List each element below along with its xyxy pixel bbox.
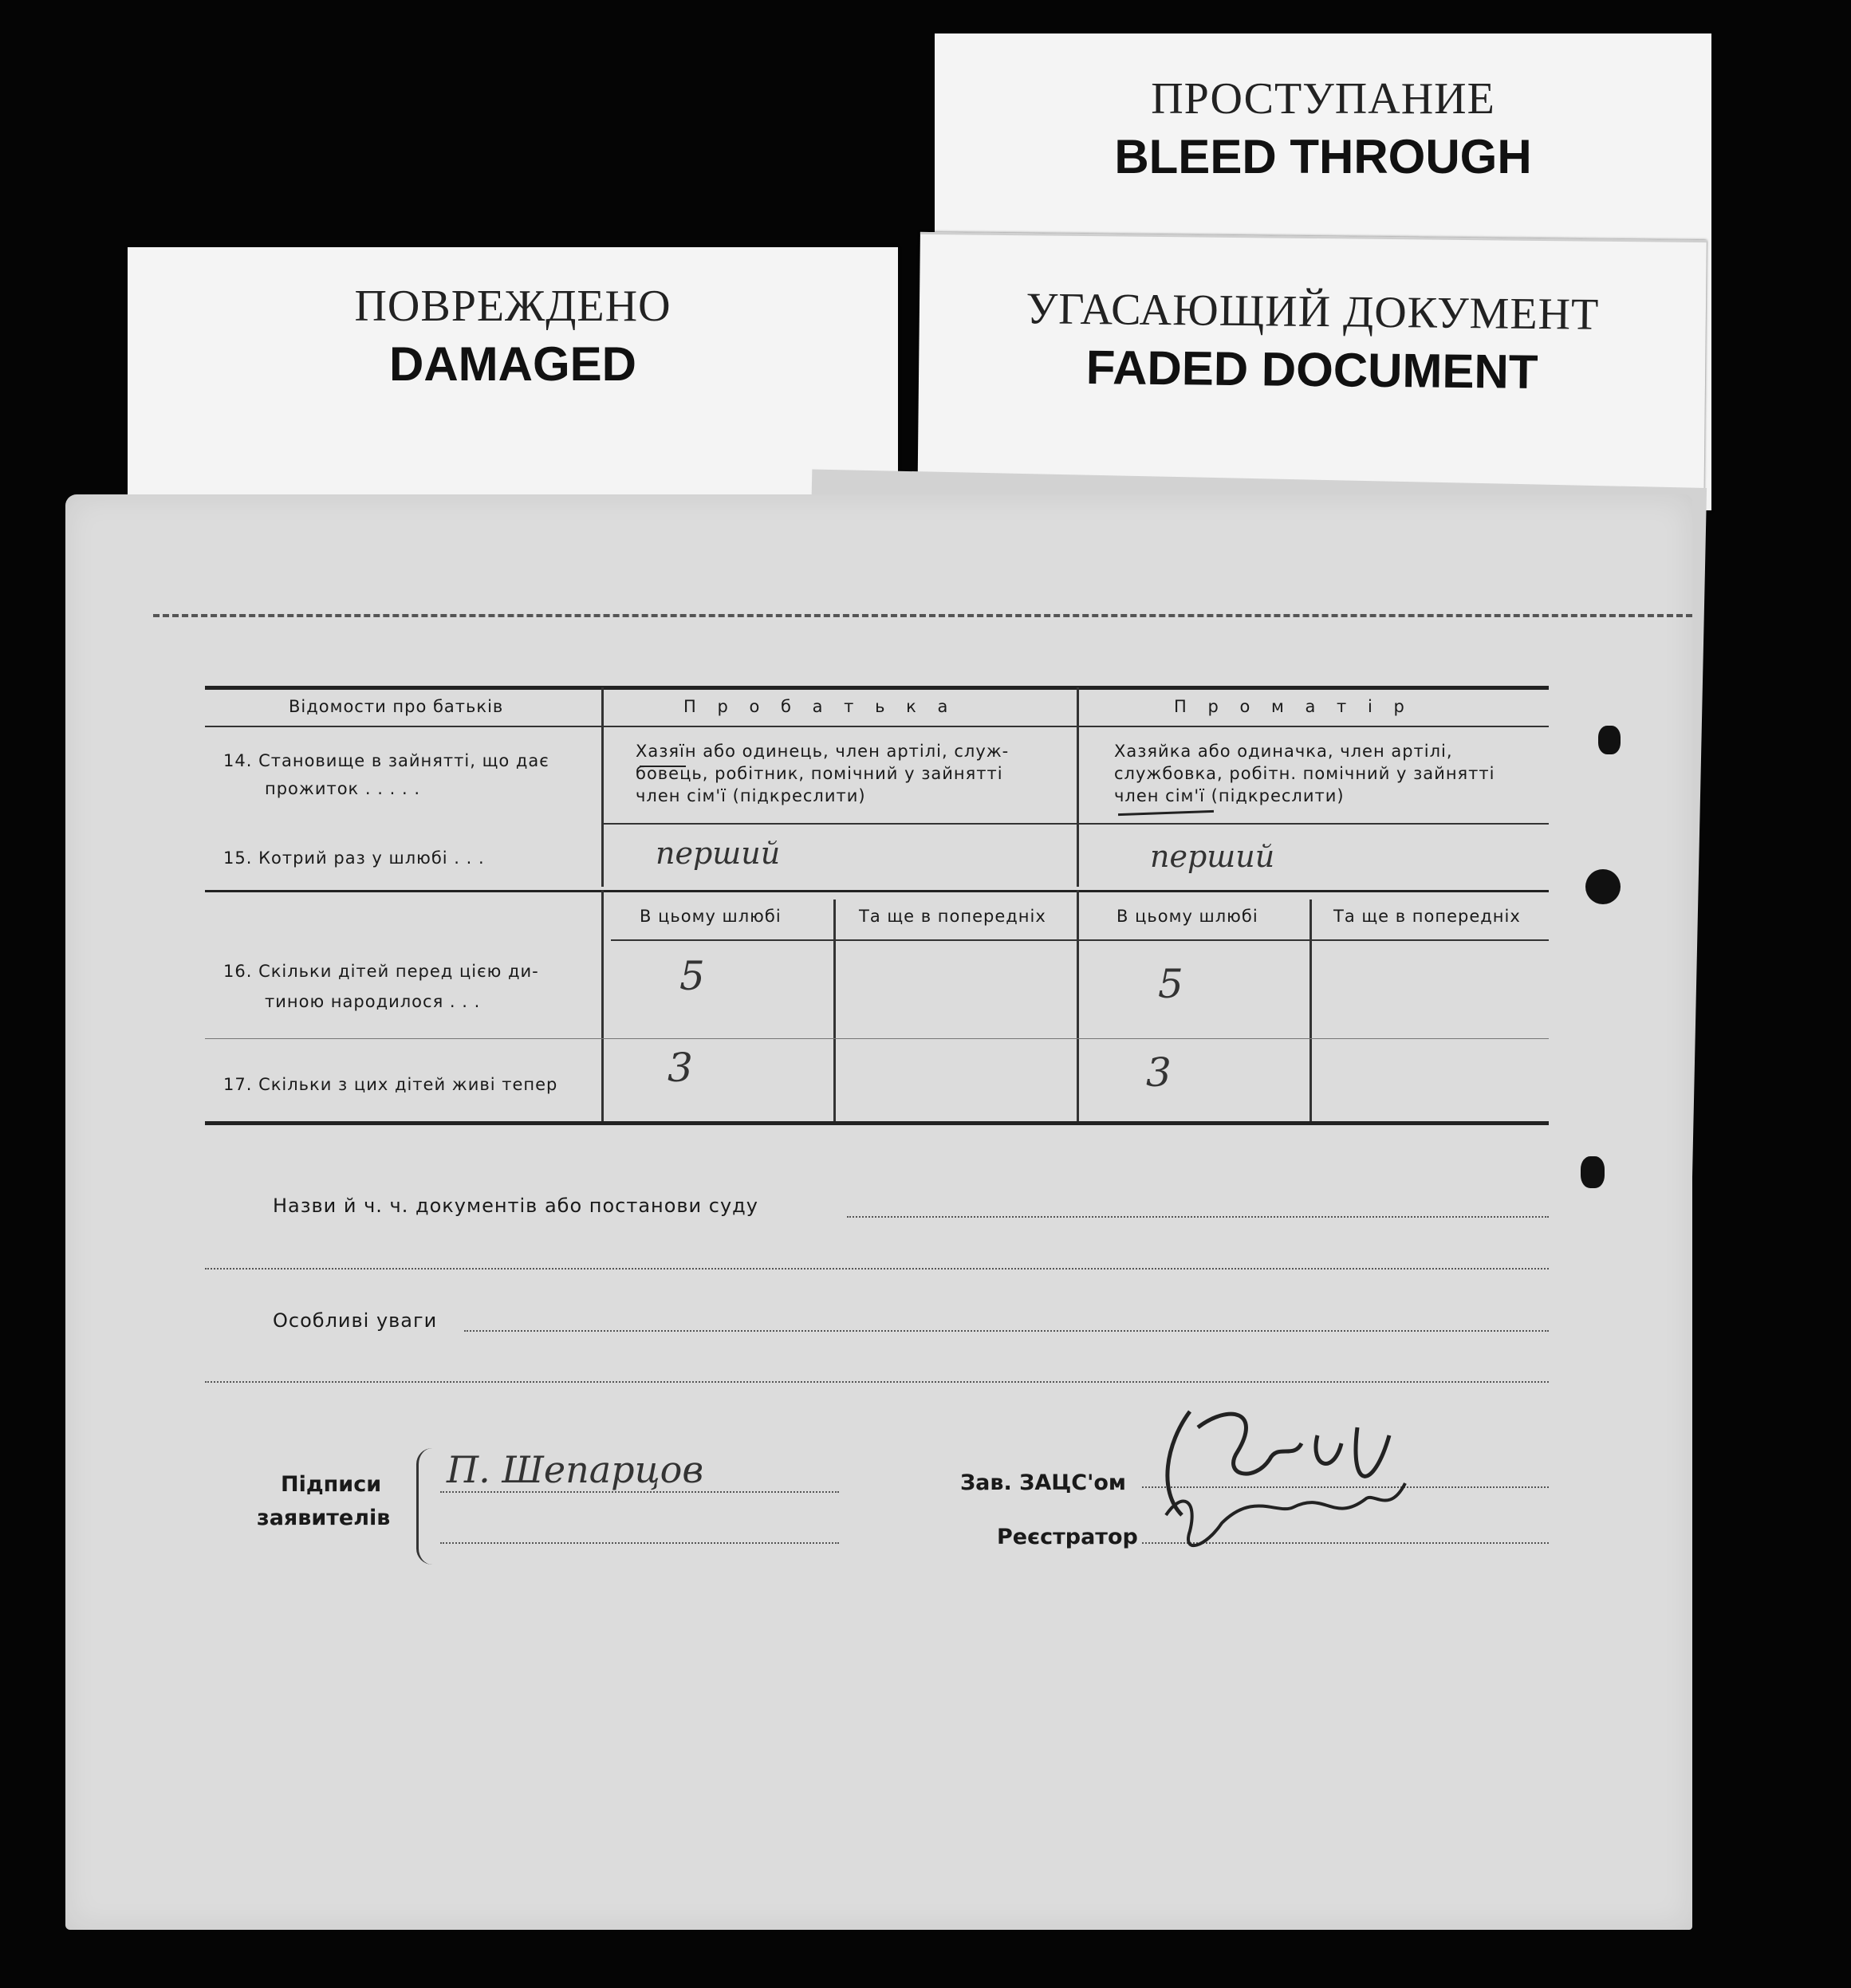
row17-mother-value: 3: [1146, 1049, 1172, 1096]
documents-label: Назви й ч. ч. документів або постанови суду: [273, 1195, 758, 1217]
row16-bottom: [205, 1038, 1549, 1039]
header-parents-info: Відомости про батьків: [289, 697, 504, 716]
row15-label: 15. Котрий раз у шлюбі . . .: [223, 848, 485, 868]
row14-label-1: 14. Становище в зайнятті, що дає: [223, 751, 549, 770]
signatures-label-1: Підписи: [281, 1472, 382, 1497]
row15-mother-handwriting: перший: [1150, 839, 1275, 874]
row14-father-2: бовець, робітник, помічний у зайнятті: [636, 764, 1003, 783]
col-divider-f-sub: [833, 900, 836, 1121]
documents-line-2: [205, 1268, 1549, 1270]
table-bottom-border: [205, 1121, 1549, 1125]
row16-mother-value: 5: [1158, 961, 1183, 1007]
col-divider-m-sub: [1309, 900, 1312, 1121]
row16-label-1: 16. Скільки дітей перед цією ди-: [223, 962, 539, 981]
punch-hole: [1585, 869, 1621, 904]
col-divider-2-low: [1077, 890, 1079, 1121]
signatures-label-2: заявителів: [257, 1506, 391, 1530]
row15-father-handwriting: перший: [656, 836, 781, 871]
row14-mother-1: Хазяйка або одиначка, член артілі,: [1114, 742, 1453, 761]
documents-line-1: [847, 1216, 1549, 1218]
col-divider-1-low: [601, 890, 604, 1121]
registrar-label: Реєстратор: [997, 1525, 1138, 1549]
official-signatures-scribble: [1134, 1396, 1469, 1579]
signatures-brace: [416, 1448, 435, 1565]
row17-father-value: 3: [668, 1045, 693, 1091]
row14-father-1: Хазяїн або одинець, член артілі, служ-: [636, 742, 1010, 761]
underline-father: [640, 766, 686, 767]
sub-mother-previous: Та ще в попередніх: [1333, 907, 1521, 926]
damaged-en: DAMAGED: [389, 337, 636, 391]
row16-father-value: 5: [679, 953, 705, 999]
sub-father-this-marriage: В цьому шлюбі: [640, 907, 782, 926]
col-divider-2-mid: [1077, 823, 1079, 887]
bleed-through-ru: ПРОСТУПАНИЕ: [1151, 74, 1495, 124]
damaged-ru: ПОВРЕЖДЕНО: [354, 281, 671, 331]
row14-father-3: член сім'ї (підкреслити): [636, 786, 866, 805]
damage-mark-2: [1581, 1156, 1605, 1188]
row14-mother-3: член сім'ї (підкреслити): [1114, 786, 1345, 805]
faded-document-ru: УГАСАЮЩИЙ ДОКУМЕНТ: [1026, 284, 1600, 340]
sub-father-previous: Та ще в попередніх: [859, 907, 1046, 926]
faded-document-en: FADED DOCUMENT: [1085, 341, 1538, 399]
col-divider-1-top: [601, 687, 604, 823]
applicant-signature: П. Шепарцов: [447, 1448, 704, 1491]
row16-label-2: тиною народилося . . .: [265, 992, 481, 1011]
header-about-mother: П р о м а т і р: [1174, 697, 1412, 716]
row14-mother-2: службовка, робітн. помічний у зайнятті: [1114, 764, 1495, 783]
table-header-border: [205, 726, 1549, 727]
perforation-line: [153, 614, 1692, 617]
subheader-bottom: [611, 939, 1549, 941]
notes-line-2: [205, 1381, 1549, 1383]
row14-label-2: прожиток . . . . .: [265, 779, 420, 798]
registry-form-sheet: [65, 494, 1692, 1930]
damaged-card: [128, 247, 898, 534]
row14-bottom: [601, 823, 1549, 825]
notes-line-1: [464, 1330, 1549, 1332]
table-top-border: [205, 686, 1549, 690]
head-zags-label: Зав. ЗАЦС'ом: [960, 1470, 1126, 1495]
applicant-sign-line-2: [440, 1542, 839, 1544]
col-divider-2-top: [1077, 687, 1079, 823]
sub-mother-this-marriage: В цьому шлюбі: [1117, 907, 1258, 926]
damage-mark-1: [1598, 726, 1621, 754]
col-divider-1-mid: [601, 823, 604, 887]
header-about-father: П р о б а т ь к а: [683, 697, 956, 716]
row17-label: 17. Скільки з цих дітей живі тепер: [223, 1075, 558, 1094]
applicant-sign-line-1: [440, 1491, 839, 1493]
row15-bottom: [205, 890, 1549, 892]
underline-mother: [1118, 810, 1214, 816]
bleed-through-en: BLEED THROUGH: [1114, 130, 1532, 183]
notes-label: Особливі уваги: [273, 1309, 438, 1332]
